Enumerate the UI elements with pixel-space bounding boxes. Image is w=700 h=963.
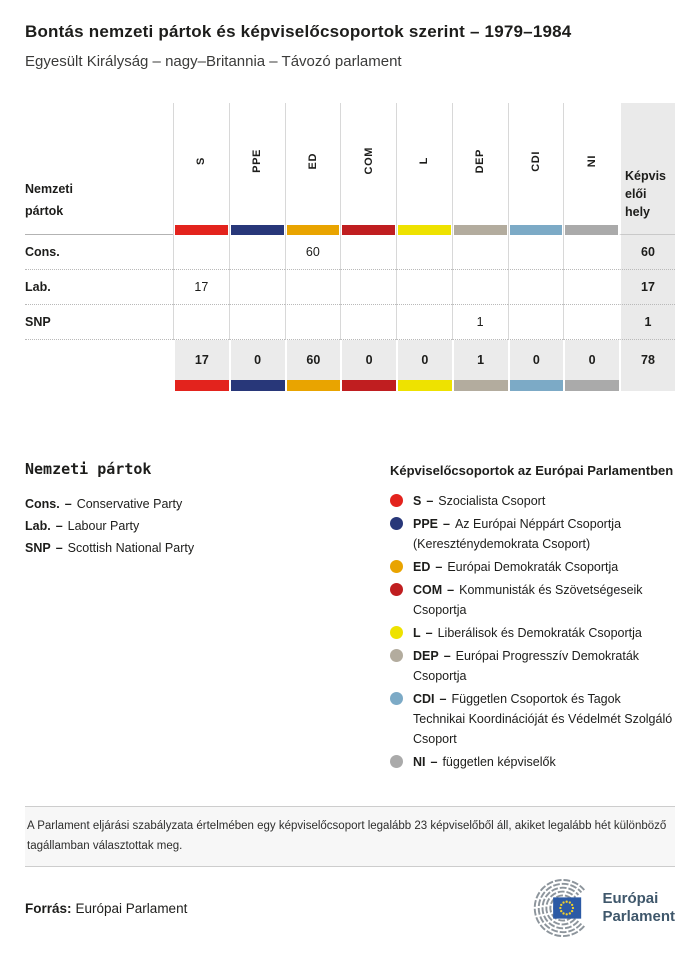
legend-item-ni: NI – független képviselők <box>390 752 675 772</box>
table-cell <box>396 270 452 305</box>
group-legend <box>390 460 675 775</box>
column-total: 1 <box>452 340 508 380</box>
legend-item-ed: ED – Európai Demokraták Csoportja <box>390 557 675 577</box>
row-total-snp: 1 <box>619 305 675 340</box>
totals-row-spacer <box>25 340 173 380</box>
group-color-bar <box>342 225 395 235</box>
column-header-cdi: CDI <box>508 103 564 235</box>
legend-item-s: S – Szocialista Csoport <box>390 491 675 511</box>
legend-item-lab: Lab. – Labour Party <box>25 519 140 533</box>
column-total: 0 <box>508 340 564 380</box>
column-total: 0 <box>396 340 452 380</box>
table-cell <box>340 270 396 305</box>
table-cell <box>229 235 285 270</box>
table-cell: 17 <box>173 270 229 305</box>
logo-wordmark: Európai Parlament <box>602 890 675 925</box>
source-text <box>25 901 187 916</box>
legend-item-dep: DEP – Európai Progresszív Demokraták Csoportja <box>390 646 675 686</box>
table-cell <box>173 235 229 270</box>
column-total: 0 <box>229 340 285 380</box>
column-header-seats: Képviselői hely <box>619 103 675 235</box>
table-cell <box>563 305 619 340</box>
group-color-bar <box>287 225 340 235</box>
party-legend <box>25 460 365 775</box>
table-cell <box>396 235 452 270</box>
legend-item-snp: SNP – Scottish National Party <box>25 541 195 555</box>
column-header-com: COM <box>340 103 396 235</box>
legend-item-ppe: PPE – Az Európai Néppárt Csoportja (Kereszténydemokrata Csoport) <box>390 514 675 554</box>
row-header-cell <box>25 103 173 235</box>
bar-row-spacer <box>25 380 173 391</box>
table-cell <box>508 270 564 305</box>
group-color-bar <box>565 225 618 235</box>
table-cell <box>285 270 341 305</box>
group-color-bar <box>454 225 507 235</box>
table-cell <box>452 235 508 270</box>
column-header-ed: ED <box>285 103 341 235</box>
group-color-bar <box>508 380 564 391</box>
table-cell <box>508 235 564 270</box>
source-row <box>25 879 675 937</box>
row-total-cons: 60 <box>619 235 675 270</box>
table-cell <box>340 235 396 270</box>
row-label-cons: Cons. <box>25 235 173 270</box>
table-cell <box>285 305 341 340</box>
group-color-bar <box>398 225 451 235</box>
group-color-bar <box>231 225 284 235</box>
row-label-snp: SNP <box>25 305 173 340</box>
eu-flag <box>554 897 582 918</box>
group-color-bar <box>563 380 619 391</box>
group-color-dot <box>390 494 403 507</box>
legend-section <box>25 460 675 775</box>
source-value: Európai Parlament <box>75 900 188 916</box>
group-color-bar <box>173 380 229 391</box>
seats-table <box>25 103 675 391</box>
group-color-dot <box>390 560 403 573</box>
column-total: 0 <box>563 340 619 380</box>
column-total: 17 <box>173 340 229 380</box>
legend-item-l: L – Liberálisok és Demokraták Csoportja <box>390 623 675 643</box>
table-cell: 1 <box>452 305 508 340</box>
grand-total: 78 <box>619 340 675 380</box>
group-color-dot <box>390 583 403 596</box>
group-color-bar <box>175 225 228 235</box>
hemicycle-flag-icon <box>520 879 594 937</box>
table-cell <box>563 270 619 305</box>
group-color-dot <box>390 755 403 768</box>
group-color-dot <box>390 649 403 662</box>
table-cell <box>173 305 229 340</box>
legend-item-com: COM – Kommunisták és Szövetségeseik Csoportja <box>390 580 675 620</box>
table-cell <box>563 235 619 270</box>
column-header-s: S <box>173 103 229 235</box>
group-color-dot <box>390 692 403 705</box>
table-cell <box>508 305 564 340</box>
table-cell <box>229 270 285 305</box>
legend-item-cdi: CDI – Független Csoportok és Tagok Technikai Koordinációját és Védelmét Szolgáló Csoport <box>390 689 675 749</box>
group-color-bar <box>452 380 508 391</box>
party-legend-header: Nemzeti pártok <box>25 460 152 478</box>
group-legend-header: Képviselőcsoportok az Európai Parlamentben <box>390 463 674 478</box>
european-parliament-logo[interactable] <box>520 879 675 937</box>
row-header-label: Nemzeti pártok <box>25 182 73 218</box>
column-total: 0 <box>340 340 396 380</box>
footnote: A Parlament eljárási szabályzata értelmében egy képviselőcsoport legalább 23 képviselőből áll, akiket legalább hét különböző tagállamban választottak meg. <box>25 806 675 867</box>
row-label-lab: Lab. <box>25 270 173 305</box>
table-cell <box>452 270 508 305</box>
page-title: Bontás nemzeti pártok és képviselőcsoportok szerint – 1979–1984 <box>25 22 572 41</box>
column-header-dep: DEP <box>452 103 508 235</box>
seats-column-fill <box>619 380 675 391</box>
column-total: 60 <box>285 340 341 380</box>
legend-item-cons: Cons. – Conservative Party <box>25 497 183 511</box>
group-color-bar <box>229 380 285 391</box>
table-cell <box>340 305 396 340</box>
group-color-bar <box>340 380 396 391</box>
group-color-bar <box>285 380 341 391</box>
group-color-dot <box>390 626 403 639</box>
page-subtitle: Egyesült Királyság – nagy–Britannia – Távozó parlament <box>25 53 402 70</box>
source-label: Forrás: <box>25 900 72 916</box>
table-cell: 60 <box>285 235 341 270</box>
table-cell <box>396 305 452 340</box>
column-header-ppe: PPE <box>229 103 285 235</box>
group-color-bar <box>396 380 452 391</box>
group-color-dot <box>390 517 403 530</box>
column-header-ni: NI <box>563 103 619 235</box>
column-header-l: L <box>396 103 452 235</box>
table-cell <box>229 305 285 340</box>
group-color-bar <box>510 225 563 235</box>
row-total-lab: 17 <box>619 270 675 305</box>
